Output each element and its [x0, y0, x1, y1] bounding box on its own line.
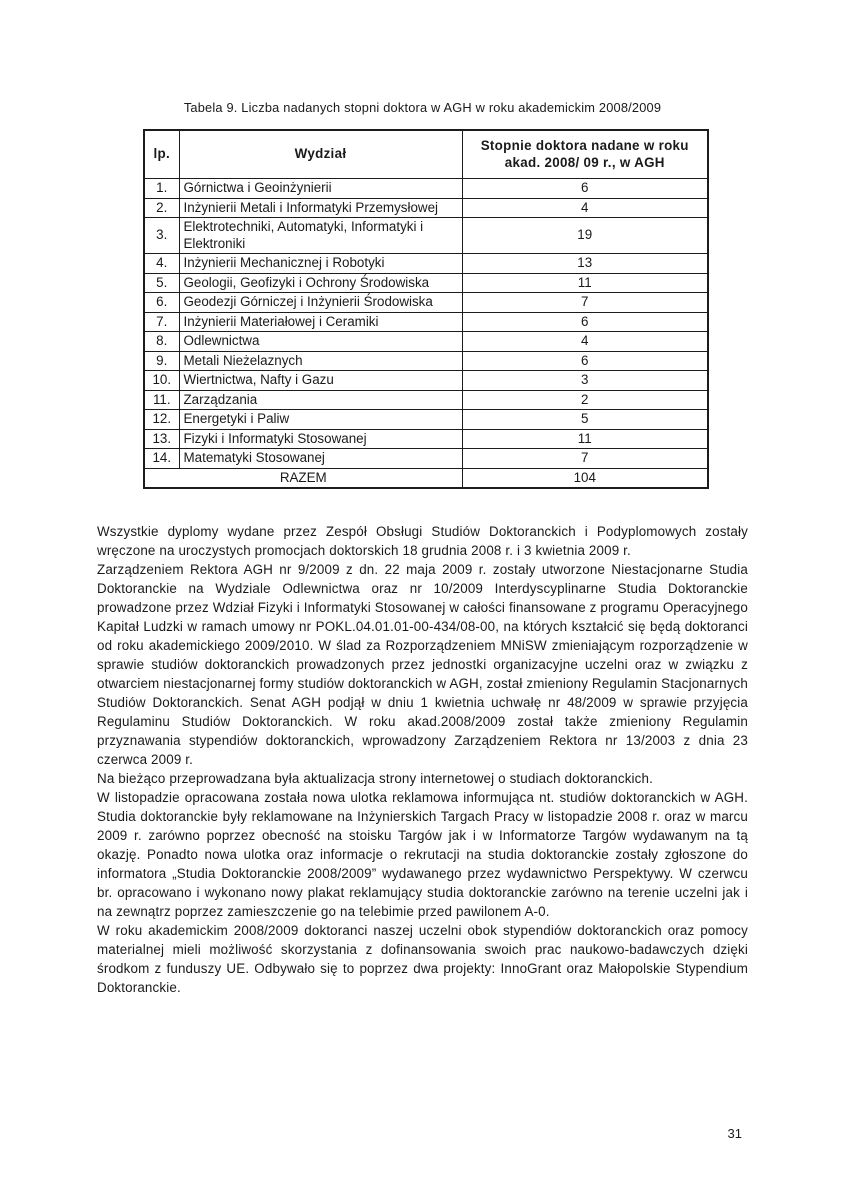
- row-lp: 4.: [144, 254, 179, 274]
- row-lp: 2.: [144, 198, 179, 218]
- row-wydzial: Wiertnictwa, Nafty i Gazu: [179, 371, 462, 391]
- row-wydzial: Elektrotechniki, Automatyki, Informatyki i Elektroniki: [179, 218, 462, 254]
- summary-label: RAZEM: [144, 468, 462, 488]
- row-stopnie: 4: [462, 332, 708, 352]
- row-stopnie: 4: [462, 198, 708, 218]
- header-wydzial: Wydział: [179, 130, 462, 179]
- row-wydzial: Geodezji Górniczej i Inżynierii Środowiska: [179, 293, 462, 313]
- row-stopnie: 6: [462, 312, 708, 332]
- row-wydzial: Inżynierii Mechanicznej i Robotyki: [179, 254, 462, 274]
- row-wydzial: Odlewnictwa: [179, 332, 462, 352]
- table-row: [144, 254, 708, 274]
- table-row: [144, 198, 708, 218]
- row-lp: 5.: [144, 273, 179, 293]
- row-stopnie: 19: [462, 218, 708, 254]
- row-lp: 7.: [144, 312, 179, 332]
- table-row: [144, 293, 708, 313]
- row-wydzial: Matematyki Stosowanej: [179, 449, 462, 469]
- paragraph: W listopadzie opracowana została nowa ulotka reklamowa informująca nt. studiów doktoranckich w AGH. Studia doktoranckie były reklamowane na Inżynierskich Targach Pracy w listopadzie 2008 r. oraz w marcu 2009 r. zarówno poprzez obecność na stoisku Targów jak i w Informatorze Targów wydawanym na tą okazję. Ponadto nowa ulotka oraz informacje o rekrutacji na studia doktoranckie zostały zgłoszone do informatora „Studia Doktoranckie 2008/2009” wydawanego przez wydawnictwo Perspektywy. W czerwcu br. opracowano i wykonano nowy plakat reklamujący studia doktoranckie zarówno na terenie uczelni jak i na zewnątrz poprzez zamieszczenie go na telebimie przed pawilonem A-0.: [97, 790, 748, 919]
- header-stopnie: Stopnie doktora nadane w roku akad. 2008/ 09 r., w AGH: [462, 130, 708, 179]
- row-lp: 10.: [144, 371, 179, 391]
- row-lp: 14.: [144, 449, 179, 469]
- paragraph: W roku akademickim 2008/2009 doktoranci naszej uczelni obok stypendiów doktoranckich oraz pomocy materialnej mieli możliwość skorzystania z dofinansowania swoich prac naukowo-badawczych dzięki środkom z funduszy UE. Odbywało się to poprzez dwa projekty: InnoGrant oraz Małopolskie Stypendium Doktoranckie.: [97, 923, 748, 995]
- table-row: [144, 449, 708, 469]
- row-stopnie: 6: [462, 179, 708, 199]
- table-row: [144, 312, 708, 332]
- row-wydzial: Geologii, Geofizyki i Ochrony Środowiska: [179, 273, 462, 293]
- row-wydzial: Inżynierii Metali i Informatyki Przemysłowej: [179, 198, 462, 218]
- paragraph: Na bieżąco przeprowadzana była aktualizacja strony internetowej o studiach doktoranckich.: [97, 771, 653, 786]
- table-row: [144, 390, 708, 410]
- row-stopnie: 7: [462, 293, 708, 313]
- table-row: [144, 332, 708, 352]
- header-lp: lp.: [144, 130, 179, 179]
- row-lp: 1.: [144, 179, 179, 199]
- row-lp: 12.: [144, 410, 179, 430]
- row-wydzial: Energetyki i Paliw: [179, 410, 462, 430]
- table-header-row: [144, 130, 708, 179]
- row-lp: 11.: [144, 390, 179, 410]
- table-row: [144, 351, 708, 371]
- doctoral-degrees-table: [143, 129, 709, 489]
- paragraph: Zarządzeniem Rektora AGH nr 9/2009 z dn. 22 maja 2009 r. zostały utworzone Niestacjonarne Studia Doktoranckie na Wydziale Odlewnictwa oraz nr 10/2009 Interdyscyplinarne Studia Doktoranckie prowadzone przez Wdział Fizyki i Informatyki Stosowanej w całości finansowane z programu Operacyjnego Kapitał Ludzki w ramach umowy nr POKL.04.01.01-00-434/08-00, na których kształcić się będą doktoranci od roku akademickiego 2009/2010. W ślad za Rozporządzeniem MNiSW zmieniającym rozporządzenie w sprawie studiów doktoranckich prowadzonych przez jednostki organizacyjne uczelni oraz w związku z otwarciem niestacjonarnej formy studiów doktoranckich w AGH, został zmieniony Regulamin Stacjonarnych Studiów Doktoranckich. Senat AGH podjął w dniu 1 kwietnia uchwałę nr 48/2009 w sprawie przyjęcia Regulaminu Studiów Doktoranckich. W roku akad.2008/2009 został także zmieniony Regulamin przyznawania stypendiów doktoranckich, wprowadzony Zarządzeniem Rektora nr 13/2003 z dnia 23 czerwca 2009 r.: [97, 562, 748, 767]
- row-wydzial: Zarządzania: [179, 390, 462, 410]
- table-summary-row: [144, 468, 708, 488]
- table-row: [144, 429, 708, 449]
- table-row: [144, 218, 708, 254]
- row-lp: 13.: [144, 429, 179, 449]
- row-stopnie: 13: [462, 254, 708, 274]
- body-text: [97, 522, 748, 997]
- table-caption: Tabela 9. Liczba nadanych stopni doktora w AGH w roku akademickim 2008/2009: [183, 100, 662, 115]
- row-lp: 8.: [144, 332, 179, 352]
- page-content: [97, 0, 748, 997]
- table-row: [144, 410, 708, 430]
- row-stopnie: 3: [462, 371, 708, 391]
- table-row: [144, 273, 708, 293]
- row-stopnie: 11: [462, 273, 708, 293]
- row-wydzial: Inżynierii Materiałowej i Ceramiki: [179, 312, 462, 332]
- row-stopnie: 2: [462, 390, 708, 410]
- table-row: [144, 179, 708, 199]
- row-wydzial: Metali Nieżelaznych: [179, 351, 462, 371]
- summary-value: 104: [462, 468, 708, 488]
- row-lp: 3.: [144, 218, 179, 254]
- row-stopnie: 7: [462, 449, 708, 469]
- row-lp: 9.: [144, 351, 179, 371]
- page-number: 31: [727, 1126, 742, 1141]
- row-stopnie: 6: [462, 351, 708, 371]
- paragraph: Wszystkie dyplomy wydane przez Zespół Obsługi Studiów Doktoranckich i Podyplomowych zostały wręczone na uroczystych promocjach doktorskich 18 grudnia 2008 r. i 3 kwietnia 2009 r.: [97, 524, 748, 558]
- row-wydzial: Górnictwa i Geoinżynierii: [179, 179, 462, 199]
- table-row: [144, 371, 708, 391]
- row-wydzial: Fizyki i Informatyki Stosowanej: [179, 429, 462, 449]
- row-stopnie: 5: [462, 410, 708, 430]
- row-lp: 6.: [144, 293, 179, 313]
- row-stopnie: 11: [462, 429, 708, 449]
